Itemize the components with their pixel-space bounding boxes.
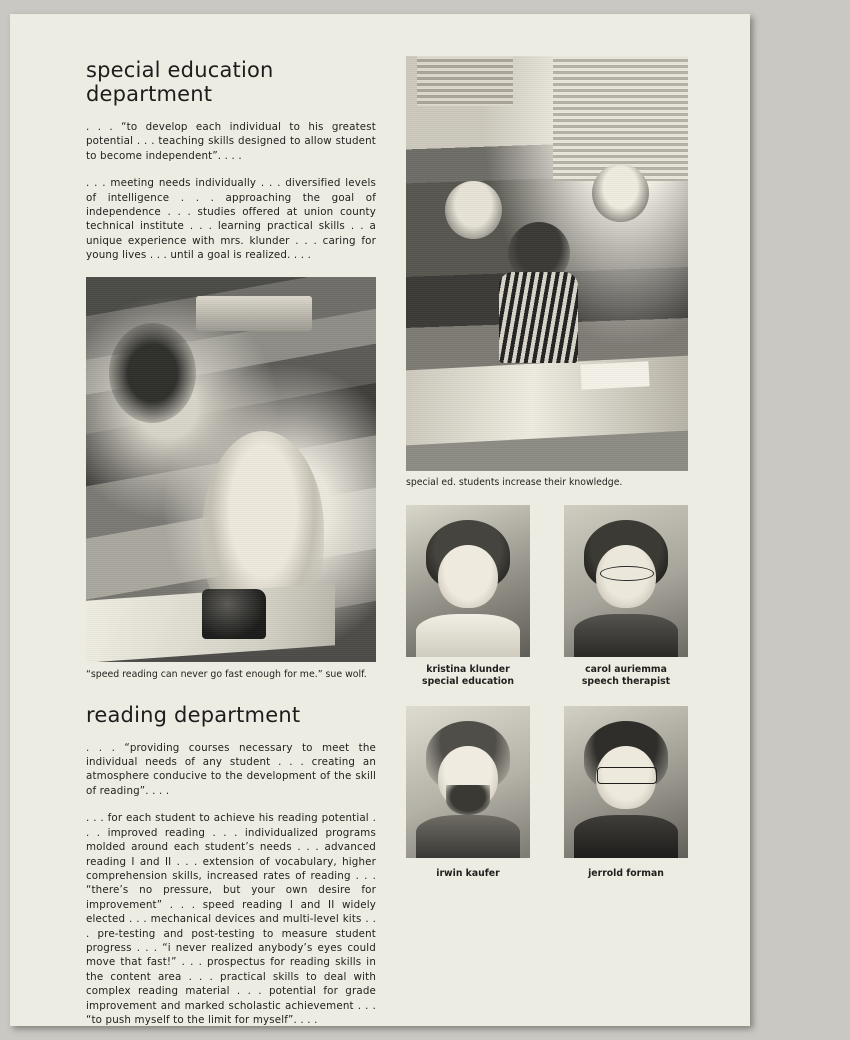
portrait-role-klunder: special education — [422, 676, 514, 687]
caption-speed-reading: “speed reading can never go fast enough for me.” sue wolf. — [86, 668, 367, 680]
photo-special-ed-students — [406, 56, 688, 471]
page-content — [40, 36, 720, 1026]
reading-paragraph-1: . . . “providing courses necessary to meet the individual needs of any student . . . creating an atmosphere conducive to the development of the skill of reading”. . . . — [86, 741, 376, 797]
portrait-cell-forman — [564, 706, 688, 880]
portrait-row-1 — [406, 505, 688, 688]
photo-grain-overlay — [406, 56, 688, 471]
yearbook-page — [10, 14, 750, 1026]
photo-reading-classroom — [86, 277, 376, 662]
caption-special-ed-students: special ed. students increase their knowledge. — [406, 477, 623, 488]
reading-paragraph-2: . . . for each student to achieve his reading potential . . . improved reading . . . individualized programs molded around each student’s needs . . . advanced reading I and II . . . extension of vocabulary, higher comprehension skills, increased rates of reading . . . “there’s no pressure, but your own desire for improvement” . . . speed reading I and II widely elected . . . mechanical devices and multi-level kits . . . pre-testing and post-testing to measure student progress . . . “i never realized anybody’s eyes could move that fast!” . . . prospectus for reading skills in the content area . . . practical skills to deal with complex reading material . . . potential for grade improvement and marked scholastic achievement . . . “to push myself to the limit for myself”. . . . — [86, 812, 376, 1026]
special-education-paragraph-2: . . . meeting needs individually . . . diversified levels of intelligence . . . approaching the goal of independence . . . studies offered at union county technical institute . . . learning practical skills . . a unique experience with mrs. klunder . . . caring for young lives . . . until a goal is realized. . . . — [86, 177, 376, 262]
portrait-name-auriemma: carol auriemma — [585, 664, 667, 675]
page-title-special-education: special education department — [86, 58, 274, 106]
portrait-cell-auriemma — [564, 505, 688, 688]
portrait-cell-kaufer — [406, 706, 530, 880]
portrait-shoulders — [574, 815, 678, 858]
page-title-reading-department: reading department — [86, 702, 301, 727]
portrait-photo-kristina-klunder — [406, 505, 530, 657]
portrait-cell-klunder — [406, 505, 530, 688]
portrait-row-2 — [406, 706, 688, 880]
portrait-photo-carol-auriemma — [564, 505, 688, 657]
faculty-portrait-grid — [406, 505, 688, 880]
photo-grain-overlay — [86, 277, 376, 662]
portrait-shoulders — [416, 614, 520, 657]
portrait-name-kaufer: irwin kaufer — [436, 868, 500, 879]
portrait-shoulders — [416, 815, 520, 858]
portrait-name-forman: jerrold forman — [588, 868, 664, 879]
eyeglasses-icon — [597, 767, 656, 784]
portrait-face — [438, 545, 498, 609]
portrait-photo-irwin-kaufer — [406, 706, 530, 858]
portrait-photo-jerrold-forman — [564, 706, 688, 858]
portrait-role-auriemma: speech therapist — [581, 676, 671, 687]
right-column — [406, 56, 688, 880]
special-education-paragraph-1: . . . “to develop each individual to his greatest potential . . . teaching skills designed to allow student to become independent”. . . . — [86, 121, 376, 162]
portrait-name-klunder: kristina klunder — [426, 664, 510, 675]
portrait-shoulders — [574, 614, 678, 657]
left-column — [86, 58, 376, 1027]
